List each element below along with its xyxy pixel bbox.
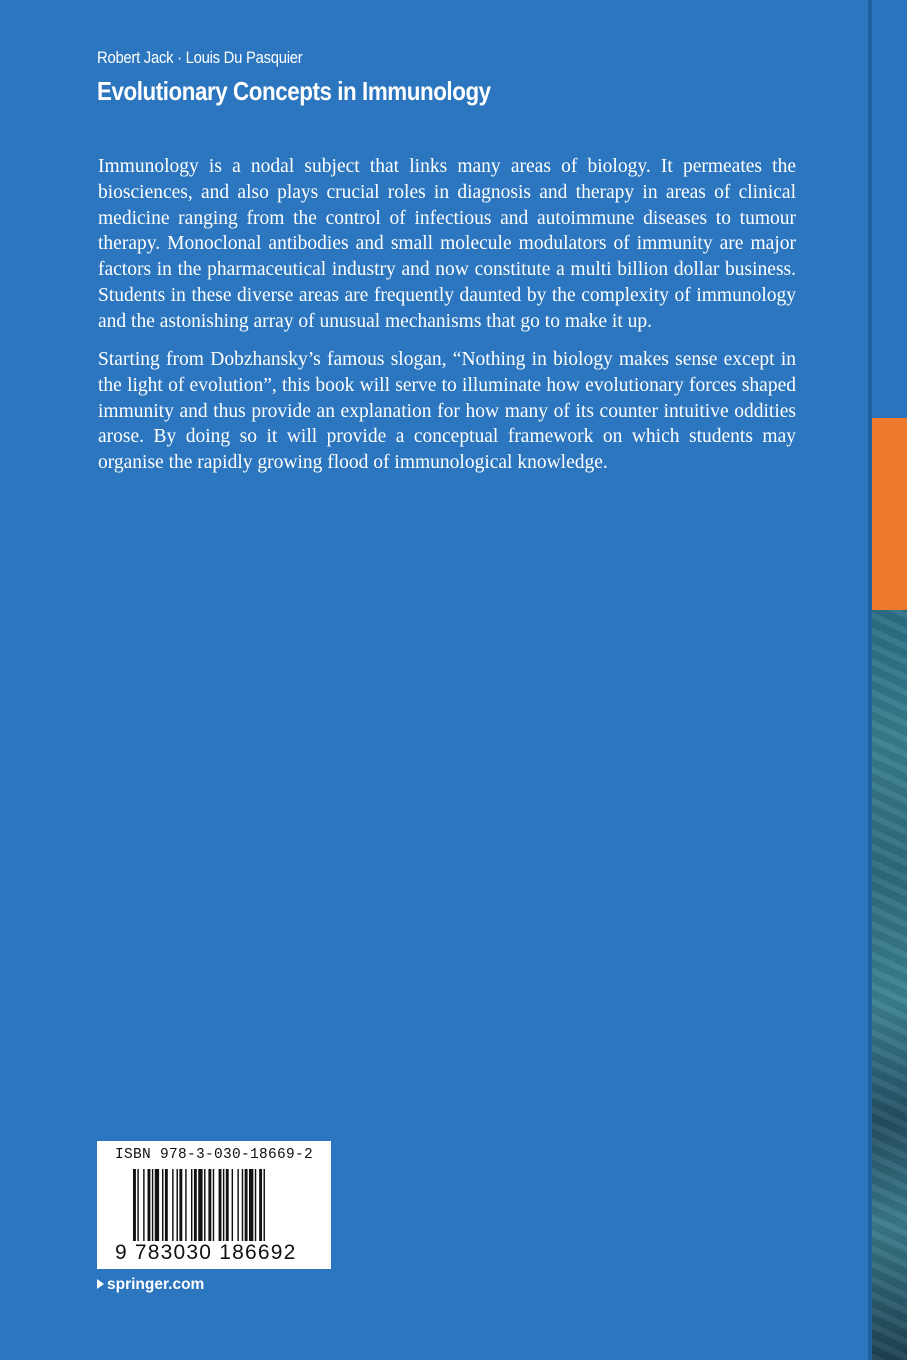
publisher-link[interactable]	[97, 1276, 204, 1294]
barcode-bar	[133, 1169, 136, 1241]
barcode-bar	[172, 1169, 173, 1241]
spine-image-strip	[872, 610, 907, 1360]
book-title: Evolutionary Concepts in Immunology	[97, 76, 491, 106]
blurb-paragraph-1: Immunology is a nodal subject that links many areas of biology. It permeates the biosciences, and also plays crucial roles in diagnosis and therapy in areas of clinical medicine ranging from the control of infectious and autoimmune diseases to tumour therapy. Monoclonal antibodies and small molecule modulators of immunity are major factors in the pharmaceutical industry and now constitute a multi billion dollar business. Students in these diverse areas are frequently daunted by the complexity of immunology and the astonishing array of unusual mechanisms that go to make it up.	[98, 156, 796, 332]
barcode-bar	[137, 1169, 138, 1241]
spine-orange-band	[872, 418, 907, 610]
barcode-bar	[245, 1169, 248, 1241]
barcode-bar	[191, 1169, 192, 1241]
barcode-bar	[255, 1169, 256, 1241]
blurb-paragraph-2: Starting from Dobzhansky’s famous slogan, “Nothing in biology makes sense except in the light of evolution”, this book will serve to illuminate how evolutionary forces shaped immunity and thus provide an explanation for how many of its counter intuitive oddities arose. By doing so it will provide a conceptual framework on which students may organise the rapidly growing flood of immunological knowledge.	[98, 349, 796, 474]
barcode-bar	[198, 1169, 202, 1241]
barcode-bar	[165, 1169, 168, 1241]
barcode-bar	[242, 1169, 243, 1241]
barcode-bar	[148, 1169, 151, 1241]
isbn-digits: 9 783030 186692	[115, 1241, 297, 1264]
barcode-bar	[208, 1169, 211, 1241]
arrow-right-icon	[97, 1279, 104, 1289]
barcode-bar	[213, 1169, 214, 1241]
barcode-bar	[232, 1169, 233, 1241]
barcode-bar	[155, 1169, 159, 1241]
barcode-bar	[162, 1169, 163, 1241]
barcode-bar	[204, 1169, 205, 1241]
barcode-bar	[264, 1169, 265, 1241]
isbn-barcode	[97, 1141, 331, 1269]
barcode-bar	[237, 1169, 238, 1241]
spine-blue-band	[872, 0, 907, 418]
barcode-bar	[152, 1169, 153, 1241]
barcode-bar	[219, 1169, 222, 1241]
isbn-label: ISBN 978-3-030-18669-2	[115, 1147, 314, 1163]
barcode-bar	[223, 1169, 224, 1241]
barcode-bar	[194, 1169, 197, 1241]
barcode-bars	[133, 1169, 297, 1241]
barcode-bar	[259, 1169, 262, 1241]
barcode-bar	[177, 1169, 178, 1241]
blurb-text	[98, 154, 796, 489]
barcode-bar	[226, 1169, 229, 1241]
publisher-url: springer.com	[107, 1276, 205, 1293]
authors-line: Robert Jack · Louis Du Pasquier	[97, 49, 303, 67]
barcode-bar	[179, 1169, 182, 1241]
barcode-bar	[185, 1169, 186, 1241]
barcode-bar	[143, 1169, 144, 1241]
barcode-bar	[249, 1169, 253, 1241]
